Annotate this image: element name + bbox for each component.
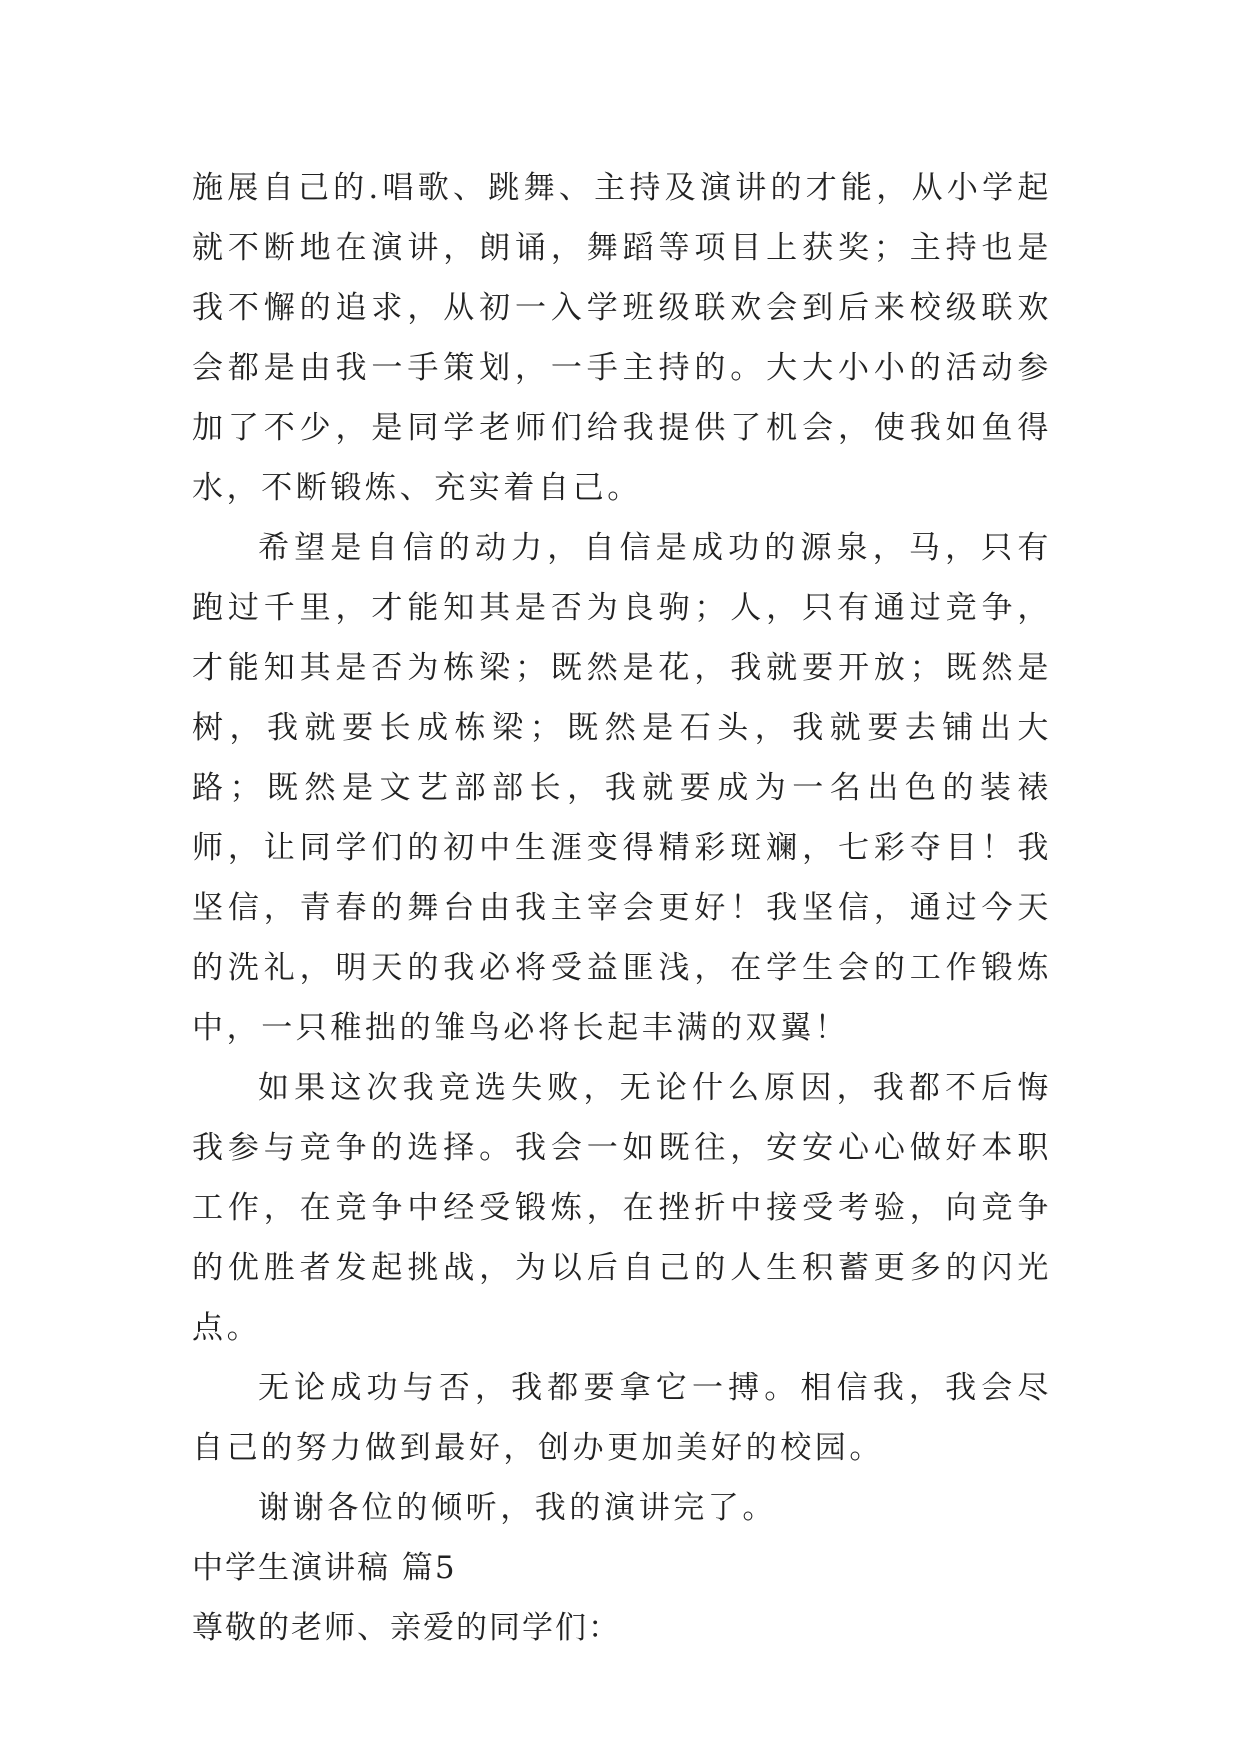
salutation: 尊敬的老师、亲爱的同学们： bbox=[192, 1610, 621, 1646]
paragraph-3: 如果这次我竞选失败，无论什么原因，我都不后悔我参与竞争的选择。我会一如既往，安安心心做好本职工作，在竞争中经受锻炼，在挫折中接受考验，向竞争的优胜者发起挑战，为以后自己的人生积蓄更多的闪光点。 bbox=[192, 1070, 1052, 1346]
document-body bbox=[192, 158, 1052, 1658]
section-title: 中学生演讲稿 篇5 bbox=[192, 1550, 457, 1586]
paragraph-2: 希望是自信的动力，自信是成功的源泉，马，只有跑过千里，才能知其是否为良驹；人，只有通过竞争，才能知其是否为栋梁；既然是花，我就要开放；既然是树，我就要长成栋梁；既然是石头，我就要去铺出大路；既然是文艺部部长，我就要成为一名出色的装裱师，让同学们的初中生涯变得精彩斑斓，七彩夺目！我坚信，青春的舞台由我主宰会更好！我坚信，通过今天的洗礼，明天的我必将受益匪浅，在学生会的工作锻炼中，一只稚拙的雏鸟必将长起丰满的双翼！ bbox=[192, 530, 1052, 1046]
paragraph-1: 施展自己的.唱歌、跳舞、主持及演讲的才能，从小学起就不断地在演讲，朗诵，舞蹈等项目上获奖；主持也是我不懈的追求，从初一入学班级联欢会到后来校级联欢会都是由我一手策划，一手主持的。大大小小的活动参加了不少，是同学老师们给我提供了机会，使我如鱼得水，不断锻炼、充实着自己。 bbox=[192, 170, 1052, 506]
paragraph-4: 无论成功与否，我都要拿它一搏。相信我，我会尽自己的努力做到最好，创办更加美好的校园。 bbox=[192, 1370, 1052, 1466]
paragraph-5: 谢谢各位的倾听，我的演讲完了。 bbox=[258, 1490, 777, 1526]
